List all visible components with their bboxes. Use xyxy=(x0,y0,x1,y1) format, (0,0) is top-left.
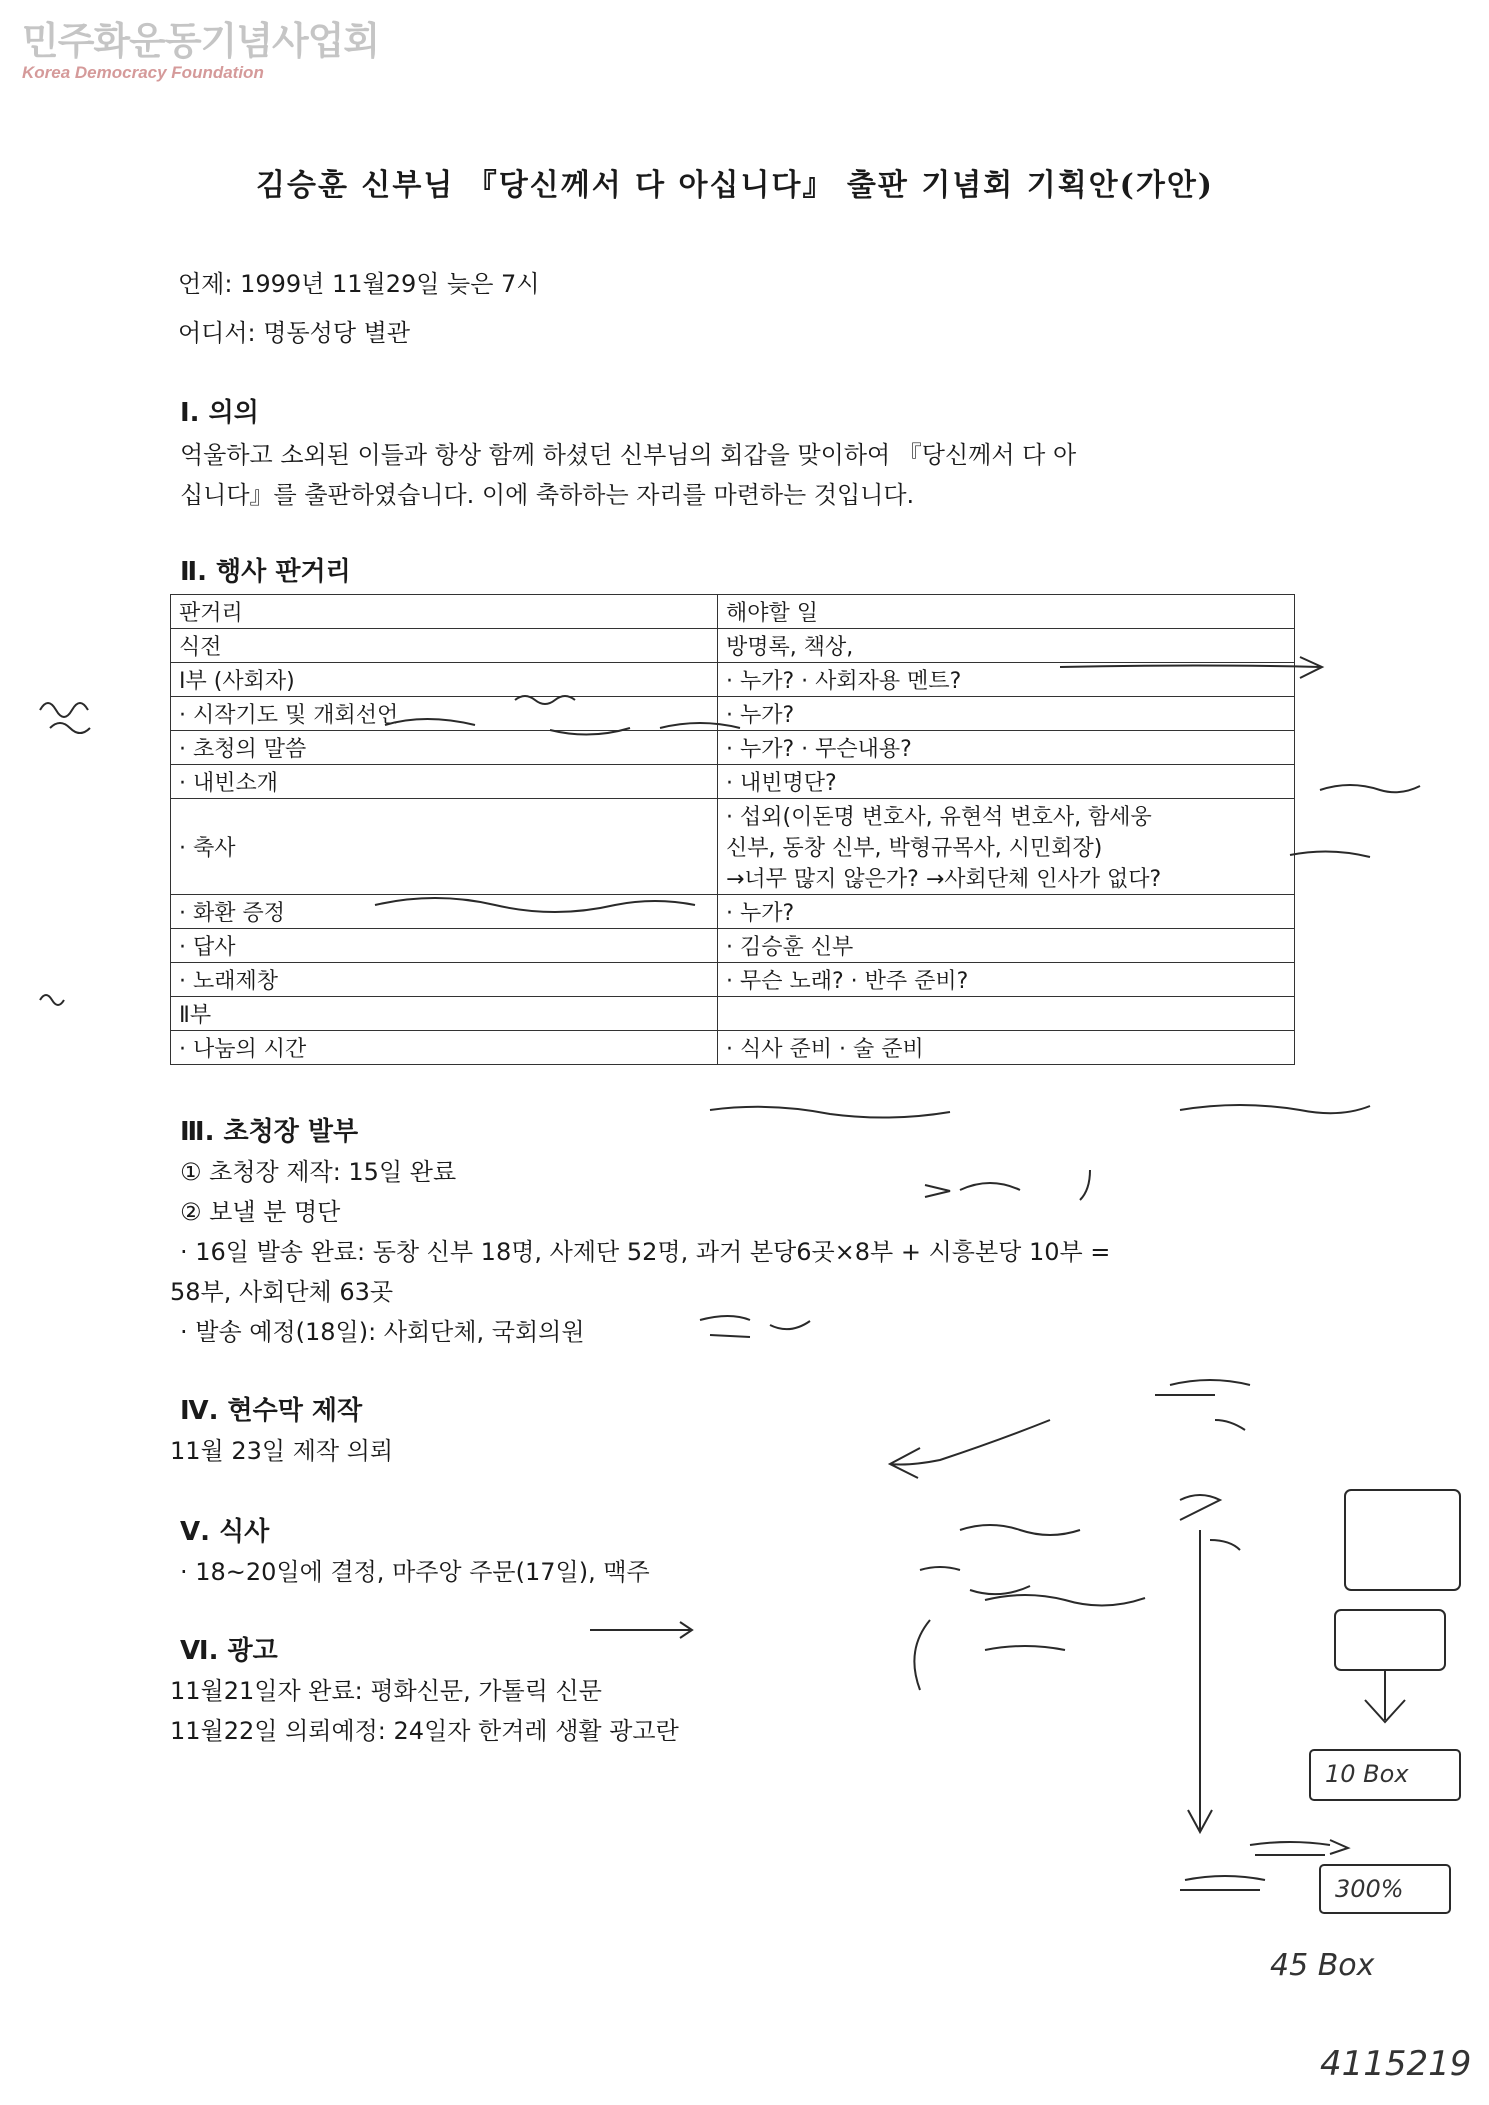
table-cell: · 초청의 말씀 xyxy=(171,731,718,765)
table-row xyxy=(171,697,1295,731)
box-annotation xyxy=(1320,1865,1450,1913)
program-table xyxy=(170,594,1295,1065)
table-cell: Ⅱ부 xyxy=(171,997,718,1031)
table-cell: · 누가? xyxy=(718,697,1295,731)
paragraph-line: 11월 23일 제작 의뢰 xyxy=(170,1437,394,1465)
table-cell: · 내빈명단? xyxy=(718,765,1295,799)
paragraph-line: 억울하고 소외된 이들과 항상 함께 하셨던 신부님의 회갑을 맞이하여 『당신께서 다 아 xyxy=(180,441,1077,469)
table-cell: 해야할 일 xyxy=(718,595,1295,629)
table-cell xyxy=(718,799,1295,895)
document-body xyxy=(170,160,1300,1751)
section-significance xyxy=(180,392,1300,515)
table-cell: · 답사 xyxy=(171,929,718,963)
table-row xyxy=(171,895,1295,929)
cell-line: · 섭외(이돈명 변호사, 유현석 변호사, 함세웅 xyxy=(726,805,1152,830)
paragraph-line: · 발송 예정(18일): 사회단체, 국회의원 xyxy=(180,1318,585,1346)
table-cell: · 누가? xyxy=(718,895,1295,929)
table-row xyxy=(171,595,1295,629)
cell-line: →너무 많지 않은가? →사회단체 인사가 없다? xyxy=(726,867,1162,892)
scribble-box xyxy=(1335,1610,1445,1670)
scribble-box xyxy=(1345,1490,1460,1590)
table-row xyxy=(171,929,1295,963)
box-label: 10 Box xyxy=(1325,1760,1409,1788)
arrow-mark xyxy=(1365,1670,1405,1722)
section-ads xyxy=(170,1630,1300,1751)
scribble-mark xyxy=(1180,1876,1265,1890)
table-row xyxy=(171,731,1295,765)
table-cell: 방명록, 책상, xyxy=(718,629,1295,663)
note-text: 45 Box xyxy=(1270,1948,1375,1983)
paragraph-line: 11월22일 의뢰예정: 24일자 한겨레 생활 광고란 xyxy=(170,1717,679,1745)
table-cell: · 누가? · 무슨내용? xyxy=(718,731,1295,765)
logo-english: Korea Democracy Foundation xyxy=(22,63,264,82)
table-row xyxy=(171,963,1295,997)
table-cell xyxy=(718,997,1295,1031)
paragraph-line: · 18~20일에 결정, 마주앙 주문(17일), 맥주 xyxy=(180,1558,650,1586)
table-row xyxy=(171,1031,1295,1065)
section-meal xyxy=(170,1511,1300,1592)
event-when: 언제: 1999년 11월29일 늦은 7시 xyxy=(178,270,540,298)
table-row xyxy=(171,629,1295,663)
section-heading: Ⅰ. 의의 xyxy=(180,398,259,428)
section-banner xyxy=(170,1390,1300,1471)
table-cell: · 축사 xyxy=(171,799,718,895)
cell-line: 신부, 동창 신부, 박형규목사, 시민회장) xyxy=(726,836,1103,861)
box-annotation xyxy=(1310,1750,1460,1800)
paragraph-line: ② 보낼 분 명단 xyxy=(180,1198,341,1226)
section-heading: Ⅴ. 식사 xyxy=(180,1517,270,1547)
table-cell: · 식사 준비 · 술 준비 xyxy=(718,1031,1295,1065)
scribble-mark xyxy=(40,703,90,733)
section-heading: Ⅵ. 광고 xyxy=(180,1636,278,1666)
logo-korean: 민주화운동기념사업회 xyxy=(22,19,380,63)
document-title: 김승훈 신부님 『당신께서 다 아십니다』 출판 기념회 기획안(가안) xyxy=(256,168,1214,203)
paragraph-line: ① 초청장 제작: 15일 완료 xyxy=(180,1158,457,1186)
paragraph-line: 11월21일자 완료: 평화신문, 가톨릭 신문 xyxy=(170,1677,602,1705)
table-cell: Ⅰ부 (사회자) xyxy=(171,663,718,697)
table-cell: · 무슨 노래? · 반주 준비? xyxy=(718,963,1295,997)
section-heading: Ⅳ. 현수막 제작 xyxy=(180,1396,363,1426)
paragraph-line: 58부, 사회단체 63곳 xyxy=(170,1278,394,1306)
table-cell: 판거리 xyxy=(171,595,718,629)
table-cell: · 내빈소개 xyxy=(171,765,718,799)
page-number: 4115219 xyxy=(1320,2044,1472,2084)
event-where: 어디서: 명동성당 별관 xyxy=(178,319,410,347)
table-cell: · 시작기도 및 개회선언 xyxy=(171,697,718,731)
table-row xyxy=(171,663,1295,697)
table-cell: · 김승훈 신부 xyxy=(718,929,1295,963)
scribble-mark xyxy=(40,995,64,1005)
paragraph-line: 십니다』를 출판하였습니다. 이에 축하하는 자리를 마련하는 것입니다. xyxy=(180,481,915,509)
table-cell: · 화환 증정 xyxy=(171,895,718,929)
section-program xyxy=(170,551,1300,1065)
paragraph-line: · 16일 발송 완료: 동창 신부 18명, 사제단 52명, 과거 본당6곳×8부 + 시흥본당 10부 = xyxy=(180,1238,1111,1266)
foundation-logo xyxy=(22,19,380,83)
table-row xyxy=(171,765,1295,799)
scribble-mark xyxy=(1250,1840,1348,1855)
section-invitations xyxy=(170,1111,1300,1352)
table-row xyxy=(171,799,1295,895)
box-label: 300% xyxy=(1335,1875,1404,1903)
section-heading: Ⅱ. 행사 판거리 xyxy=(180,557,351,587)
table-cell: · 나눔의 시간 xyxy=(171,1031,718,1065)
section-heading: Ⅲ. 초청장 발부 xyxy=(180,1117,359,1147)
table-cell: · 누가? · 사회자용 멘트? xyxy=(718,663,1295,697)
table-cell: 식전 xyxy=(171,629,718,663)
table-row xyxy=(171,997,1295,1031)
scribble-mark xyxy=(1290,785,1420,857)
table-cell: · 노래제창 xyxy=(171,963,718,997)
